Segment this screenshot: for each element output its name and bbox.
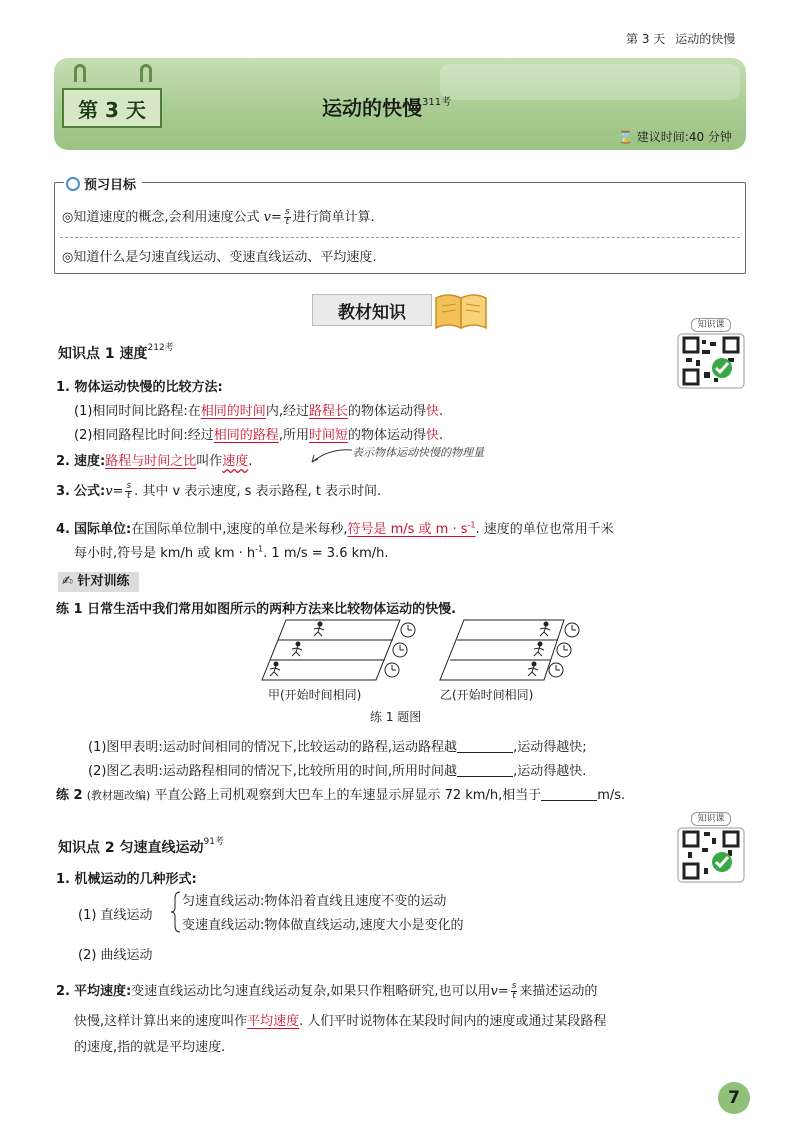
kp2-variable-motion: 变速直线运动:物体做直线运动,速度大小是变化的 <box>182 918 464 933</box>
fraction-numerator: s <box>126 481 132 491</box>
knowledge-point-2-heading <box>58 834 224 857</box>
speed-fraction <box>511 982 518 1001</box>
kp1-1b-r1: 相同的路程 <box>213 428 279 443</box>
kp1-item-1-title: 1. 物体运动快慢的比较方法: <box>56 380 223 395</box>
kp1-1a-t3: 的物体运动得 <box>347 404 426 419</box>
ex2-label: 练 2 <box>56 788 83 803</box>
goal-line-1-end: 进行简单计算. <box>292 210 375 225</box>
qr-code-icon <box>676 826 746 884</box>
kp1-heading-sup: 212考 <box>147 343 174 353</box>
kp1-4-red-text: 符号是 m/s 或 m · s <box>347 522 468 537</box>
kp1-item-4-line2 <box>74 542 389 561</box>
kp1-1b-r2: 时间短 <box>308 428 348 443</box>
kp1-2-r2: 速度 <box>222 454 249 469</box>
formula-lhs: v= <box>105 484 124 499</box>
qr-code-icon <box>676 332 746 390</box>
kp2-heading-sup: 91考 <box>203 837 224 847</box>
kp1-3-label: 公式: <box>74 484 106 499</box>
figure-yi-caption: 乙(开始时间相同) <box>440 688 534 702</box>
kp2-2-l2b: . 人们平时说物体在某段时间内的速度或通过某段路程 <box>299 1014 607 1029</box>
kp1-1a-r2: 路程长 <box>308 404 348 419</box>
speed-fraction <box>125 482 132 501</box>
kp1-4-l2b: . 1 m/s = 3.6 km/h. <box>263 546 389 561</box>
exercise-1-text: 练 1 日常生活中我们常用如图所示的两种方法来比较物体运动的快慢. <box>56 602 457 617</box>
kp2-2-label: 平均速度: <box>74 984 132 999</box>
kp2-item-1-linear: (1) 直线运动 <box>78 908 153 923</box>
kp1-4-l2a: 每小时,符号是 km/h 或 km · h <box>74 546 256 561</box>
handwritten-note: 表示物体运动快慢的物理量 <box>352 446 484 459</box>
exercise-1-figure <box>254 616 584 684</box>
exercise-2 <box>56 784 625 803</box>
kp1-1a-t1: (1)相同时间比路程:在 <box>74 404 201 419</box>
kp2-2-l2a: 快慢,这样计算出来的速度叫作 <box>74 1014 248 1029</box>
kp1-item-1b <box>74 424 443 443</box>
running-head <box>626 30 735 47</box>
kp1-1b-t1: (2)相同路程比时间:经过 <box>74 428 214 443</box>
hourglass-icon: ⌛ <box>618 130 633 144</box>
exercise-1-part-1 <box>88 736 587 755</box>
lesson-title-text: 运动的快慢 <box>322 96 422 120</box>
ex2-text: 平直公路上司机观察到大巴车上的车速显示屏显示 72 km/h,相当于 <box>154 788 542 803</box>
kp2-uniform-motion: 匀速直线运动:物体沿着直线且速度不变的运动 <box>182 894 447 909</box>
preview-goals-title-text: 预习目标 <box>84 178 137 193</box>
kp1-1b-t3: 的物体运动得 <box>347 428 426 443</box>
kp2-2-t3: 来描述运动的 <box>519 984 598 999</box>
kp1-1a-t2: 内,经过 <box>265 404 309 419</box>
kp2-heading-text: 知识点 2 匀速直线运动 <box>58 840 204 856</box>
preview-goals-title <box>64 174 142 193</box>
kp1-4-label: 国际单位: <box>74 522 132 537</box>
ex2-source: (教材题改编) <box>86 789 151 802</box>
kp1-item-3: 3. 公式:v= $\frac{s}{t}$ . 其中 v 表示速度, s 表示路程, t 表示时间. <box>56 481 382 501</box>
kp1-item-1a <box>74 400 443 419</box>
qr-code-knowledge-lesson-2[interactable] <box>676 812 746 882</box>
brace-icon <box>170 890 182 934</box>
kp1-1a-r1: 相同的时间 <box>200 404 266 419</box>
qr-label: 知识课 <box>691 318 731 332</box>
fraction-denominator: t <box>285 217 289 227</box>
section-title: 教材知识 <box>312 294 432 326</box>
fraction-numerator: s <box>511 981 517 991</box>
figure-jia <box>262 620 415 680</box>
goal-line-2: ◎知道什么是匀速直线运动、变速直线运动、平均速度. <box>62 250 377 265</box>
qr-label: 知识课 <box>691 812 731 826</box>
figure-caption: 练 1 题图 <box>370 710 422 724</box>
figure-jia-caption: 甲(开始时间相同) <box>268 688 362 702</box>
kp1-item-4: 4. 国际单位:在国际单位制中,速度的单位是米每秒,符号是 m/s 或 $m \cdot s^{-1}$. 速度的单位也常用千米 <box>56 520 614 537</box>
page-number: 7 <box>718 1082 750 1114</box>
knowledge-point-1-heading <box>58 340 174 363</box>
exercise-1 <box>56 598 456 617</box>
goals-divider <box>60 237 740 238</box>
answer-blank[interactable] <box>457 765 513 777</box>
fraction-denominator: t <box>127 491 131 501</box>
kp1-4-l2-sup: -1 <box>255 544 264 554</box>
speed-fraction <box>284 208 291 227</box>
kp1-3-text: . 其中 v 表示速度, s 表示路程, t 表示时间. <box>134 484 382 499</box>
figure-yi <box>440 620 579 680</box>
fraction-denominator: t <box>512 991 516 1001</box>
formula-lhs: v= <box>490 984 509 999</box>
binder-ring-icon <box>140 64 152 82</box>
kp2-2-t2: 变速直线运动比匀速直线运动复杂,如果只作粗略研究,也可以用 <box>131 984 491 999</box>
kp1-heading-text: 知识点 1 速度 <box>58 346 148 362</box>
kp1-2-r1: 路程与时间之比 <box>105 454 197 469</box>
kp1-4-red <box>347 522 475 537</box>
target-icon <box>66 177 80 191</box>
kp1-2-t3: . <box>248 454 253 469</box>
goal-line-1 <box>62 206 375 227</box>
practice-tag <box>58 572 139 592</box>
kp1-4-t3: . 速度的单位也常用千米 <box>475 522 614 537</box>
answer-blank[interactable] <box>541 789 597 801</box>
kp1-1a-t4: . <box>439 404 444 419</box>
ex2-unit: m/s. <box>597 788 626 803</box>
suggested-time-text: 建议时间:40 分钟 <box>636 130 732 144</box>
answer-blank[interactable] <box>457 741 513 753</box>
kp1-2-label: 速度: <box>74 454 106 469</box>
formula-lhs: v= <box>263 210 282 225</box>
kp2-item-2-line3: 的速度,指的就是平均速度. <box>74 1040 226 1055</box>
kp1-2-t2: 叫作 <box>196 454 223 469</box>
day-label: 第 3 天 <box>62 88 162 128</box>
lesson-title <box>322 92 451 121</box>
kp1-1b-r3: 快 <box>425 428 439 443</box>
qr-code-knowledge-lesson-1[interactable] <box>676 318 746 388</box>
kp1-4-t2: 在国际单位制中,速度的单位是米每秒, <box>131 522 348 537</box>
kp1-item-2: 2. 速度:路程与时间之比叫作速度. <box>56 454 253 469</box>
suggested-time <box>618 128 732 145</box>
banner-highlight <box>440 64 740 100</box>
exercise-1-part-2 <box>88 760 586 779</box>
kp2-2-l2r: 平均速度 <box>247 1014 300 1029</box>
lesson-title-sup: 311考 <box>422 97 452 108</box>
ex1a-text-1: (1)图甲表明:运动时间相同的情况下,比较运动的路程,运动路程越 <box>88 740 458 755</box>
practice-tag-text: 针对训练 <box>77 574 130 589</box>
ex1a-text-2: ,运动得越快; <box>513 740 587 755</box>
ex1b-text-1: (2)图乙表明:运动路程相同的情况下,比较所用的时间,所用时间越 <box>88 764 458 779</box>
kp1-4-red-sup: -1 <box>467 520 476 530</box>
kp2-item-1-curve: (2) 曲线运动 <box>78 948 153 963</box>
goal-line-1-text: ◎知道速度的概念,会利用速度公式 <box>62 210 264 225</box>
running-head-day: 第 3 天 <box>626 32 666 46</box>
kp2-item-2-line2 <box>74 1010 606 1029</box>
ex1b-text-2: ,运动得越快. <box>513 764 587 779</box>
running-head-topic: 运动的快慢 <box>675 32 736 46</box>
fraction-numerator: s <box>284 207 290 217</box>
kp2-item-1-title: 1. 机械运动的几种形式: <box>56 872 197 887</box>
open-book-icon <box>432 290 490 330</box>
kp1-1b-t4: . <box>439 428 444 443</box>
annotation-arrow-icon <box>300 444 360 468</box>
kp1-1a-r3: 快 <box>425 404 439 419</box>
kp1-1b-t2: ,所用 <box>278 428 309 443</box>
kp2-item-2: 2. 平均速度:变速直线运动比匀速直线运动复杂,如果只作粗略研究,也可以用v= $\frac{s}{t}$ 来描述运动的 <box>56 981 598 1001</box>
binder-ring-icon <box>74 64 86 82</box>
pencil-hand-icon: ✍ <box>62 574 73 589</box>
